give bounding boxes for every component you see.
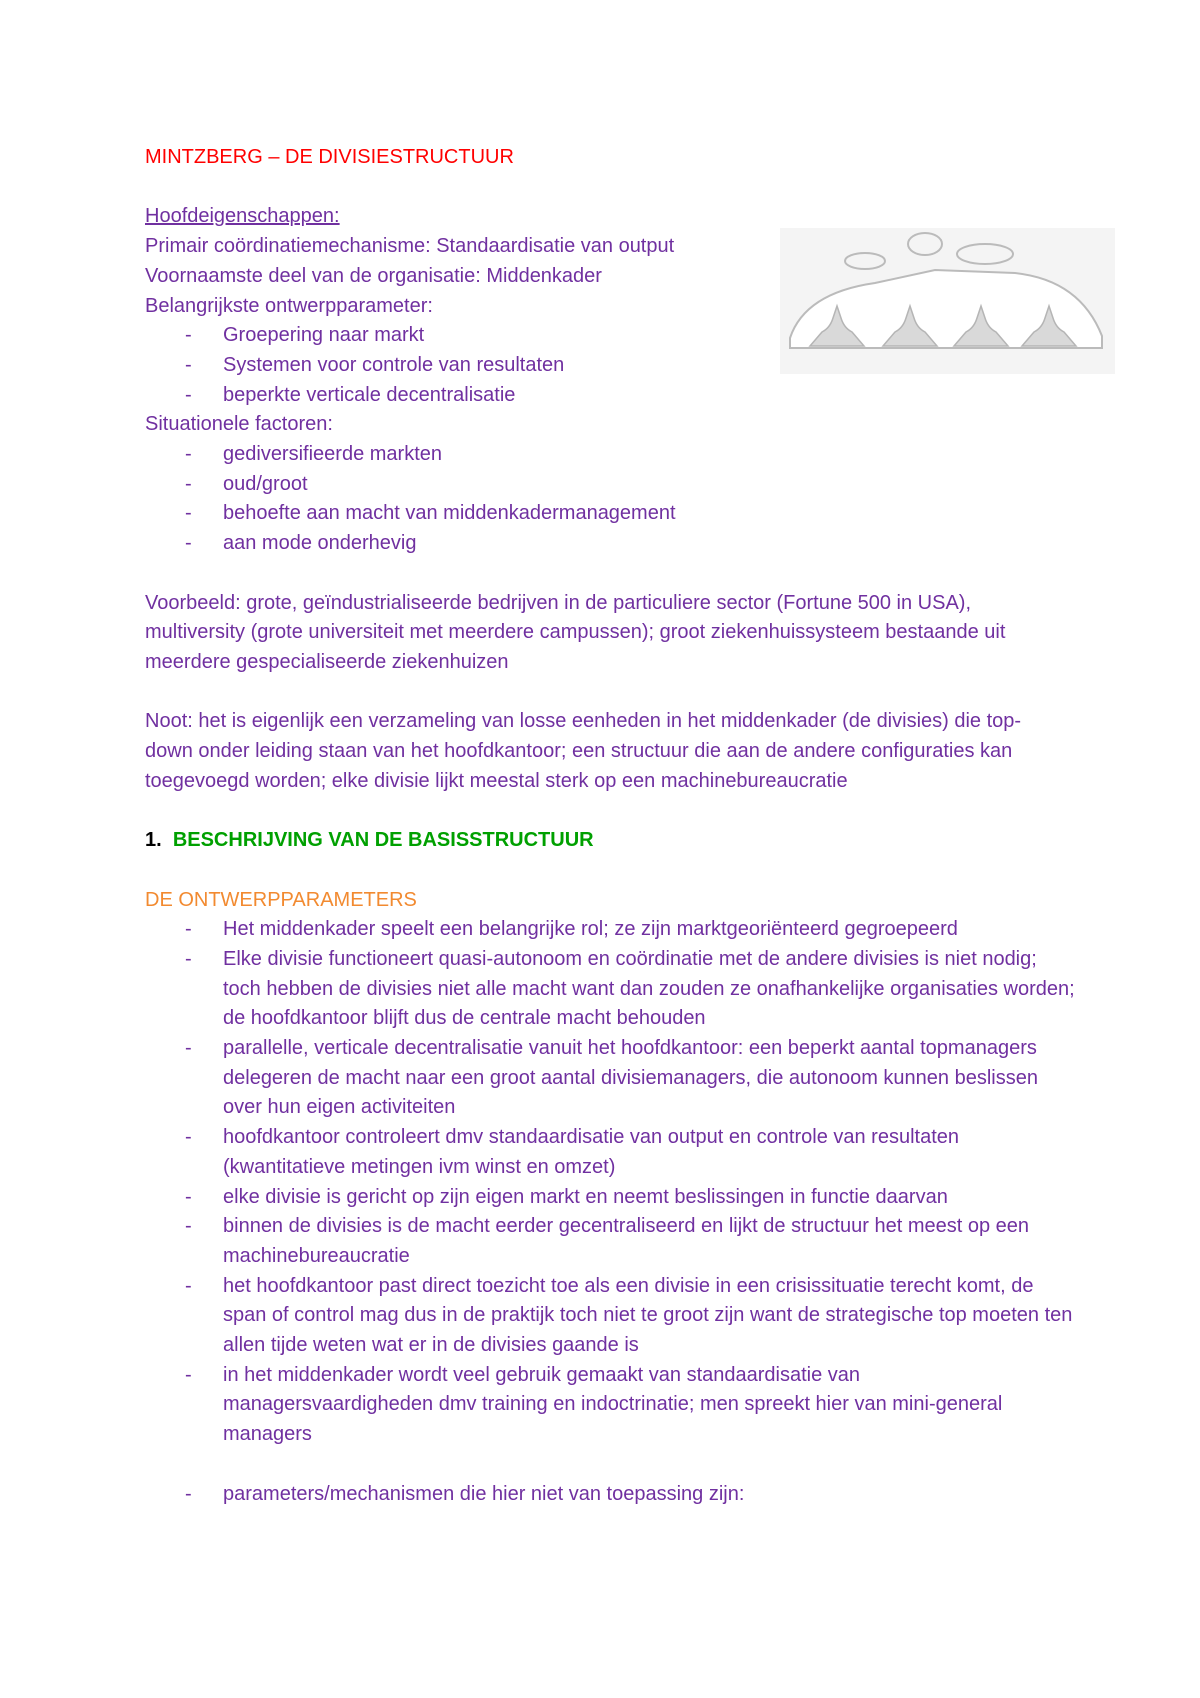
list-item: - aan mode onderhevig [185,532,417,555]
coordination-mechanism: Primair coördinatiemechanisme: Standaardisatie van output [145,235,675,258]
list-item: - binnen de divisies is de macht eerder gecentraliseerd en lijkt de structuur het meest op een machinebureaucratie [185,1215,1030,1267]
list-item: - parallelle, verticale decentralisatie vanuit het hoofdkantoor: een beperkt aantal topmanagers delegeren de macht naar een groot aantal divisiemanagers, die autonoom kunnen beslissen over hun eigen activiteiten [185,1037,1038,1119]
list-item: - beperkte verticale decentralisatie [185,383,516,406]
main-props-heading: Hoofdeigenschappen: [145,205,340,228]
list-item: - elke divisie is gericht op zijn eigen markt en neemt beslissingen in functie daarvan [185,1185,948,1208]
list-item: - behoefte aan macht van middenkadermanagement [185,502,676,525]
subsection-heading: DE ONTWERPPARAMETERS [145,888,417,911]
list-item: - het hoofdkantoor past direct toezicht toe als een divisie in een crisissituatie terecht komt, de span of control mag dus in de praktijk toch niet te groot zijn want de strategische top moeten ten allen tijde weten wat er in de divisies gaande is [185,1274,1073,1357]
divisional-structure-diagram [780,228,1115,374]
list-item: - Groepering naar markt [185,324,425,347]
list-item: - gediversifieerde markten [185,443,442,466]
section-heading [145,826,1075,856]
list-item: - Systemen voor controle van resultaten [185,353,565,376]
note-paragraph: Noot: het is eigenlijk een verzameling van losse eenheden in het middenkader (de divisies) die top-down onder leiding staan van het hoofdkantoor; een structuur die aan de andere configuraties kan toegevoegd worden; elke divisie lijkt meestal sterk op een machinebureaucratie [145,710,1022,792]
list-item: - parameters/mechanismen die hier niet van toepassing zijn: [185,1482,745,1505]
list-item: - in het middenkader wordt veel gebruik gemaakt van standaardisatie van managersvaardigheden dmv training en indoctrinatie; men spreekt hier van mini-general managers [185,1363,1003,1446]
design-param-heading: Belangrijkste ontwerpparameter: [145,294,433,317]
list-item: - hoofdkantoor controleert dmv standaardisatie van output en controle van resultaten (kwantitatieve metingen ivm winst en omzet) [185,1126,960,1178]
list-item: - oud/groot [185,472,308,495]
list-item: - Het middenkader speelt een belangrijke rol; ze zijn marktgeoriënteerd gegroepeerd [185,918,958,941]
situational-heading: Situationele factoren: [145,413,333,436]
example-paragraph: Voorbeeld: grote, geïndustrialiseerde bedrijven in de particuliere sector (Fortune 500 in USA), multiversity (grote universiteit met meerdere campussen); groot ziekenhuissysteem bestaande uit meerdere gespecialiseerde ziekenhuizen [145,591,1006,673]
list-item: - Elke divisie functioneert quasi-autonoom en coördinatie met de andere divisies is niet nodig; toch hebben de divisies niet alle macht want dan zouden ze onafhankelijke organisaties worden; de hoofdkantoor blijft dus de centrale macht behouden [185,947,1075,1030]
section-title: BESCHRIJVING VAN DE BASISSTRUCTUUR [172,829,594,852]
section-number: 1. [145,829,162,852]
document-title: MINTZBERG – DE DIVISIESTRUCTUUR [145,146,514,168]
key-part: Voornaamste deel van de organisatie: Middenkader [145,264,602,287]
